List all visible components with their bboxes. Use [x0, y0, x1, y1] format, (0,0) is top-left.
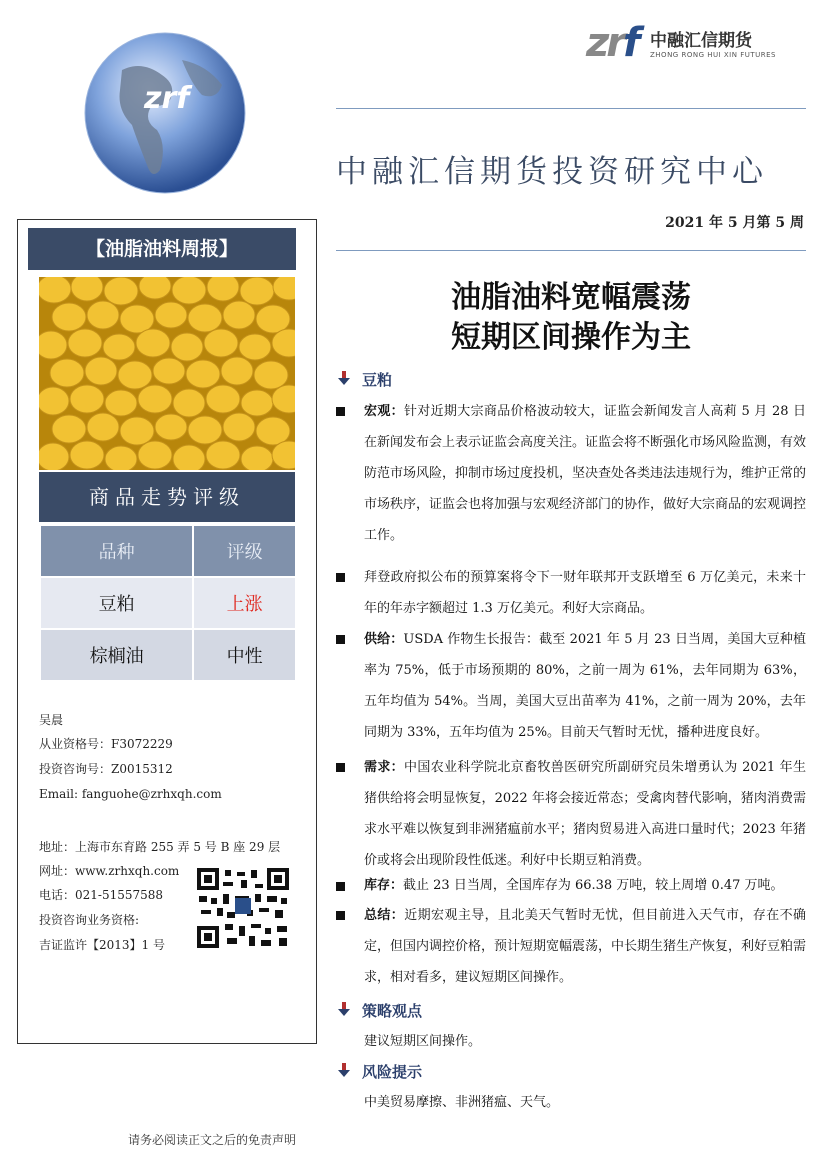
down-arrow-icon: [338, 1063, 350, 1077]
rating-table-header: [41, 526, 295, 578]
bullet-demand: [336, 752, 806, 876]
qualification-label: 投资咨询业务资格:: [39, 913, 140, 927]
square-bullet-icon: [336, 763, 345, 772]
row-rating: 上涨: [194, 578, 295, 630]
globe-mark: zrf: [144, 81, 190, 116]
section-strategy-label: 策略观点: [362, 1002, 423, 1020]
section-strategy-heading: [338, 1000, 422, 1021]
bullet-label: 库存：: [364, 878, 404, 893]
bullet-text: 近期宏观主导，且北美天气暂时无忧，但目前进入天气市，存在不确定，但国内调控价格，预计短期宽幅震荡，中长期生猪生产恢复，利好豆粕需求，相对看多，建议短期区间操作。: [364, 908, 807, 985]
report-title: [336, 278, 806, 358]
section-risk-heading: [338, 1061, 422, 1082]
square-bullet-icon: [336, 635, 345, 644]
header-item: 品种: [41, 526, 192, 578]
report-title-line2: 短期区间操作为主: [451, 320, 691, 355]
square-bullet-icon: [336, 882, 345, 891]
header-rule-top: [336, 108, 806, 109]
research-center-title: 中融汇信期货投资研究中心: [336, 154, 768, 190]
bullet-macro: [336, 396, 806, 551]
bullet-summary: [336, 900, 806, 993]
analyst-email: Email: fanguohe@zrhxqh.com: [39, 787, 222, 801]
rating-table: [39, 526, 297, 682]
analyst-name: 吴晨: [39, 713, 64, 727]
square-bullet-icon: [336, 573, 345, 582]
bullet-text: USDA 作物生长报告：截至 2021 年 5 月 23 日当周，美国大豆种植率为 75%，低于市场预期的 80%，之前一周为 61%，去年同期为 63%，五年均值为 54%。当周，美国大豆出苗率为 41%，之前一周为 20%，去年同期为 33%，五年均值为 25%。目前天气暂时无忧，播种进度良好。: [364, 632, 806, 740]
bullet-text: 针对近期大宗商品价格波动较大，证监会新闻发言人高莉 5 月 28 日在新闻发布会上表示证监会高度关注。证监会将不断强化市场风险监测，有效防范市场风险，抑制市场过度投机，坚决查处各类违法违规行为，维护正常的市场秩序，证监会也将加强与宏观经济部门的协作，做好大宗商品的宏观调控工作。: [364, 404, 807, 543]
globe-logo-image: [82, 30, 248, 196]
bullet-budget: [336, 562, 806, 624]
table-row: [41, 578, 295, 630]
header-rating: 评级: [194, 526, 295, 578]
header-rule-bottom: [336, 250, 806, 251]
bullet-label: 供给：: [364, 632, 404, 647]
bullet-label: 需求：: [364, 760, 405, 775]
section-soymeal-heading: [338, 369, 392, 390]
square-bullet-icon: [336, 911, 345, 920]
down-arrow-icon: [338, 1002, 350, 1016]
strategy-text: 建议短期区间操作。: [364, 1034, 482, 1049]
logo-english-name: ZHONG RONG HUI XIN FUTURES: [650, 51, 776, 59]
bullet-text: 截止 23 日当周，全国库存为 66.38 万吨，较上周增 0.47 万吨。: [403, 878, 784, 893]
bullet-inventory: [336, 874, 806, 898]
company-website: 网址：www.zrhxqh.com: [39, 864, 180, 878]
bullet-text: 中国农业科学院北京畜牧兽医研究所副研究员朱增勇认为 2021 年生猪供给将会明显恢复，2022 年将会接近常态；受禽肉替代影响，猪肉消费需求水平难以恢复到非洲猪瘟前水平；猪肉贸易进入高进口量时代；2023 年猪价或将会出现阶段性低迷。利好中长期豆粕消费。: [364, 760, 806, 868]
company-address: 地址：上海市东育路 255 弄 5 号 B 座 29 层: [39, 840, 281, 854]
bullet-text: 拜登政府拟公布的预算案将令下一财年联邦开支跃增至 6 万亿美元，未来十年的年赤字额超过 1.3 万亿美元。利好大宗商品。: [364, 570, 806, 616]
row-item: 豆粕: [41, 578, 192, 630]
bullet-supply: [336, 624, 806, 748]
company-phone: 电话：021-51557588: [39, 888, 164, 902]
row-rating: 中性: [194, 630, 295, 682]
report-type-banner: 【油脂油料周报】: [28, 228, 296, 270]
analyst-consult-no: 投资咨询号：Z0015312: [39, 762, 173, 776]
rating-title-banner: 商品走势评级: [39, 472, 295, 522]
analyst-license: 从业资格号：F3072229: [39, 737, 173, 751]
disclaimer-note: 请务必阅读正文之后的免责声明: [128, 1133, 297, 1147]
row-item: 棕榈油: [41, 630, 192, 682]
logo-chinese-name: 中融汇信期货: [650, 31, 752, 51]
company-logo: [586, 20, 776, 68]
down-arrow-icon: [338, 371, 350, 385]
table-row: [41, 630, 295, 682]
issue-date: 2021 年 5 月第 5 周: [665, 215, 804, 231]
logo-mark: zrf: [586, 20, 638, 66]
square-bullet-icon: [336, 407, 345, 416]
bullet-label: 总结：: [364, 908, 405, 923]
qualification-number: 吉证监许【2013】1 号: [39, 938, 165, 952]
report-title-line1: 油脂油料宽幅震荡: [451, 280, 691, 315]
qr-code-image: [197, 868, 289, 948]
bullet-label: 宏观：: [364, 404, 404, 419]
section-risk-label: 风险提示: [362, 1063, 423, 1081]
risk-text: 中美贸易摩擦、非洲猪瘟、天气。: [364, 1095, 560, 1110]
soybean-photo: [39, 277, 295, 470]
section-soymeal-label: 豆粕: [362, 371, 393, 389]
